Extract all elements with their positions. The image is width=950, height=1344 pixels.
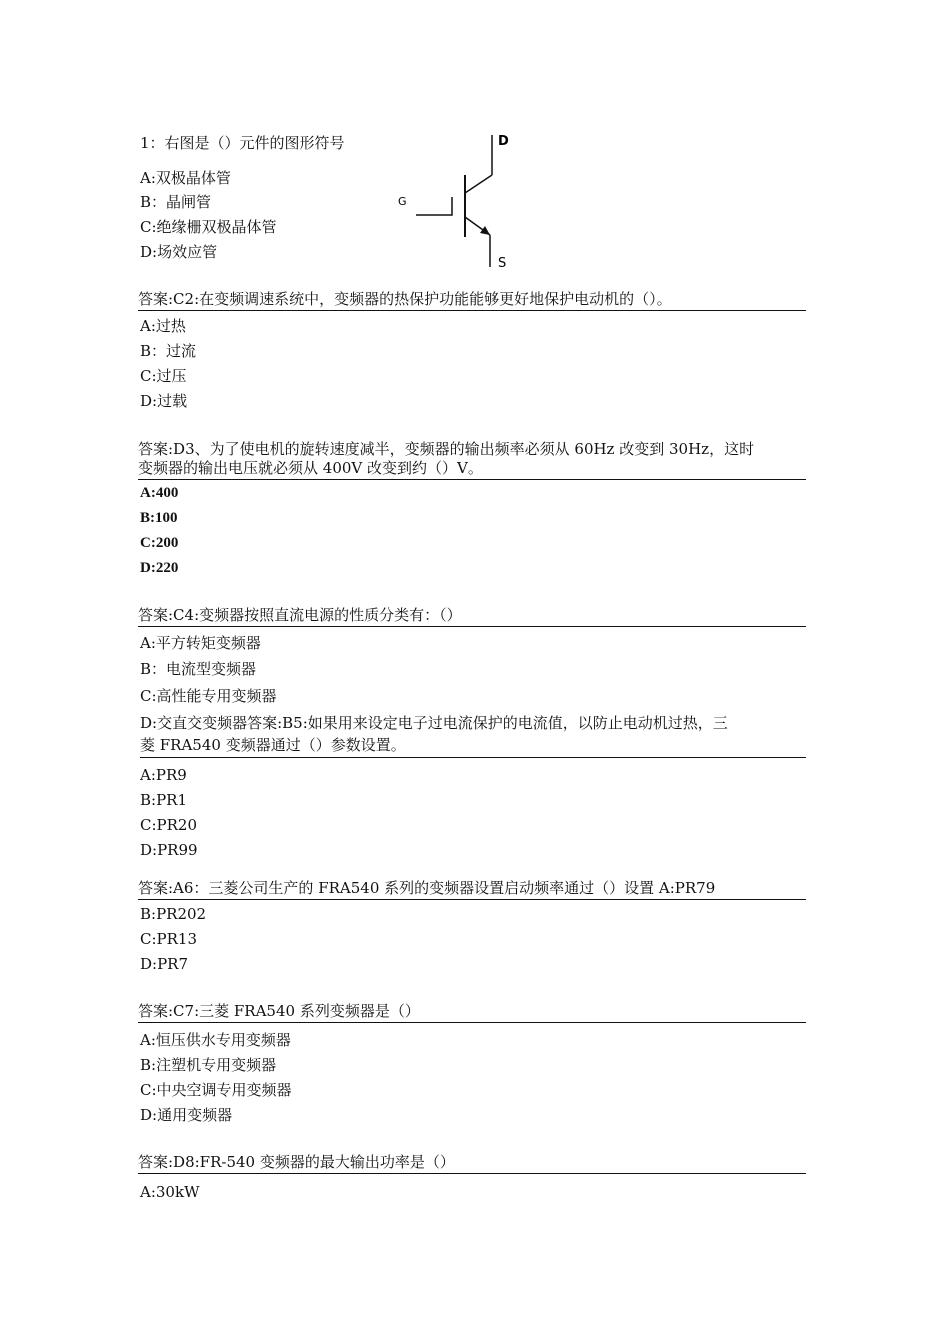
q3-option-a: A:400	[140, 485, 179, 501]
q2-option-a: A:过热	[140, 317, 186, 335]
q5-option-b: B:PR1	[140, 791, 188, 809]
q4-option-a: A:平方转矩变频器	[140, 634, 261, 652]
q3-option-c: C:200	[140, 535, 179, 551]
label-s: S	[498, 256, 507, 271]
q6-option-c: C:PR13	[140, 930, 198, 948]
q7-option-d: D:通用变频器	[140, 1106, 233, 1124]
q7-option-a: A:恒压供水专用变频器	[140, 1031, 291, 1049]
q2-option-c: C:过压	[140, 367, 187, 385]
q4-option-b: B：电流型变频器	[140, 660, 257, 678]
q7-option-b: B:注塑机专用变频器	[140, 1056, 277, 1074]
q4-option-c: C:高性能专用变频器	[140, 687, 277, 705]
q4-option-d-and-q5-stem	[140, 712, 806, 758]
q1-option-d: D:场效应管	[140, 243, 218, 261]
q5-option-a: A:PR9	[140, 766, 187, 784]
q2-stem: 答案:C2:在变频调速系统中，变频器的热保护功能能够更好地保护电动机的（）。	[138, 290, 806, 311]
transistor-symbol	[390, 125, 530, 275]
q1-stem: 1：右图是（）元件的图形符号	[140, 134, 345, 152]
source-arrow	[480, 226, 490, 235]
q3-stem	[138, 440, 806, 480]
q3-option-d: D:220	[140, 560, 179, 576]
q6-option-b: B:PR202	[140, 905, 207, 923]
q2-option-b: B：过流	[140, 342, 197, 360]
q1-option-a: A:双极晶体管	[140, 169, 231, 187]
q4-last-line2: 菱 FRA540 变频器通过（）参数设置。	[140, 736, 406, 754]
q6-stem: 答案:A6：三菱公司生产的 FRA540 系列的变频器设置启动频率通过（）设置 A:PR79	[138, 879, 806, 900]
q2-option-d: D:过载	[140, 392, 188, 410]
q3-stem-line2: 变频器的输出电压就必须从 400V 改变到约（）V。	[138, 459, 483, 477]
q1-option-b: B：晶闸管	[140, 193, 212, 211]
q1-option-c: C:绝缘栅双极晶体管	[140, 218, 277, 236]
q8-option-a: A:30kW	[140, 1183, 200, 1201]
q6-option-d: D:PR7	[140, 955, 189, 973]
q3-option-b: B:100	[140, 510, 178, 526]
drain-connect	[465, 175, 492, 193]
q5-option-c: C:PR20	[140, 816, 198, 834]
gate-lead	[416, 197, 452, 215]
q7-option-c: C:中央空调专用变频器	[140, 1081, 292, 1099]
q4-stem: 答案:C4:变频器按照直流电源的性质分类有：（）	[138, 606, 806, 627]
q7-stem: 答案:C7:三菱 FRA540 系列变频器是（）	[138, 1002, 806, 1023]
q4-last-line1: D:交直交变频器答案:B5:如果用来设定电子过电流保护的电流值，以防止电动机过热，三	[140, 714, 728, 732]
q3-stem-line1: 答案:D3、为了使电机的旋转速度减半，变频器的输出频率必须从 60Hz 改变到 30Hz，这时	[138, 440, 755, 458]
q8-stem: 答案:D8:FR-540 变频器的最大输出功率是（）	[138, 1153, 806, 1174]
q5-option-d: D:PR99	[140, 841, 198, 859]
label-g: G	[398, 195, 407, 208]
label-d: D	[498, 134, 509, 149]
